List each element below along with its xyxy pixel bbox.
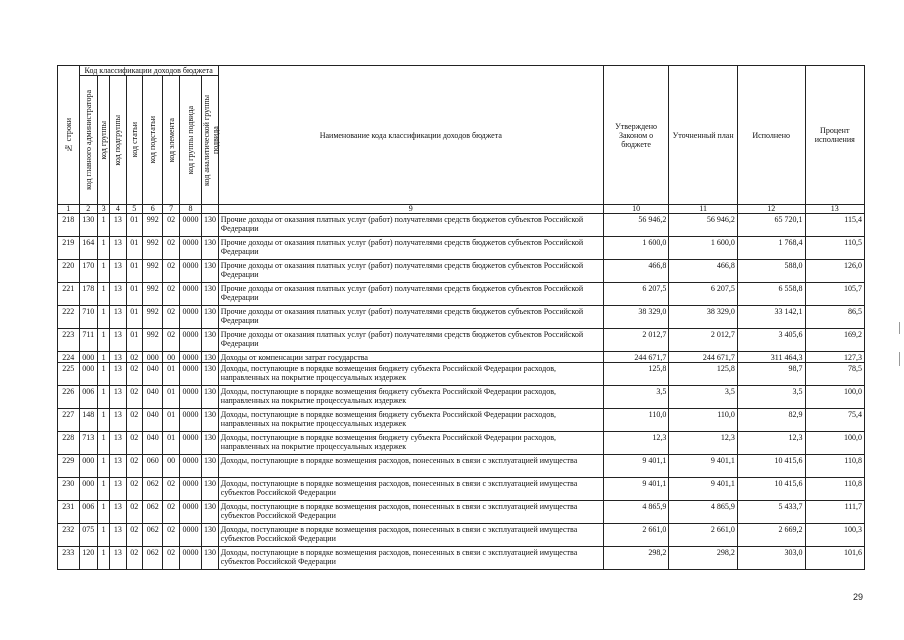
table-row xyxy=(58,214,865,237)
code-admin-cell: 130 xyxy=(79,214,97,237)
code-element-cell: 01 xyxy=(163,432,179,455)
code-element-cell: 02 xyxy=(163,524,179,547)
refined-cell: 298,2 xyxy=(669,547,738,570)
percent-cell: 101,6 xyxy=(805,547,865,570)
page-number: 29 xyxy=(853,592,864,602)
code-element-cell: 00 xyxy=(163,455,179,478)
executed-cell: 311 464,3 xyxy=(737,352,805,363)
row-number-cell: 232 xyxy=(58,524,80,547)
table-row xyxy=(58,455,865,478)
percent-cell: 100,3 xyxy=(805,524,865,547)
code-group-cell: 1 xyxy=(97,432,109,455)
approved-cell: 4 865,9 xyxy=(603,501,669,524)
approved-cell: 244 671,7 xyxy=(603,352,669,363)
code-subtype-group-cell: 0000 xyxy=(179,214,202,237)
code-group-cell: 1 xyxy=(97,478,109,501)
code-article-cell: 02 xyxy=(126,432,142,455)
code-analytic-group-cell: 130 xyxy=(202,329,218,352)
column-number: 12 xyxy=(737,205,805,214)
percent-cell: 105,7 xyxy=(805,283,865,306)
approved-cell: 12,3 xyxy=(603,432,669,455)
header-code-admin: код главного администратора xyxy=(79,76,97,205)
code-analytic-group-cell: 130 xyxy=(202,237,218,260)
code-analytic-group-cell: 130 xyxy=(202,386,218,409)
table-row xyxy=(58,260,865,283)
code-article-cell: 02 xyxy=(126,547,142,570)
executed-cell: 33 142,1 xyxy=(737,306,805,329)
table-row xyxy=(58,237,865,260)
code-analytic-group-cell: 130 xyxy=(202,306,218,329)
row-number-cell: 224 xyxy=(58,352,80,363)
code-admin-cell: 006 xyxy=(79,501,97,524)
header-classification-group: Код классификации доходов бюджета xyxy=(79,66,218,76)
code-subtype-group-cell: 0000 xyxy=(179,547,202,570)
column-number: 2 xyxy=(79,205,97,214)
percent-cell: 78,5 xyxy=(805,363,865,386)
code-article-cell: 02 xyxy=(126,352,142,363)
column-number: 3 xyxy=(97,205,109,214)
code-subarticle-cell: 000 xyxy=(142,352,162,363)
code-analytic-group-cell: 130 xyxy=(202,260,218,283)
code-subgroup-cell: 13 xyxy=(110,501,126,524)
code-admin-cell: 711 xyxy=(79,329,97,352)
header-code-analytic-group: код аналитической группы подвида xyxy=(202,76,218,205)
code-admin-cell: 164 xyxy=(79,237,97,260)
code-subarticle-cell: 062 xyxy=(142,501,162,524)
name-cell: Доходы, поступающие в порядке возмещения расходов, понесенных в связи с эксплуатацией имущества субъектов Российской Федерации xyxy=(218,478,603,501)
code-admin-cell: 000 xyxy=(79,363,97,386)
code-group-cell: 1 xyxy=(97,214,109,237)
code-subarticle-cell: 992 xyxy=(142,283,162,306)
code-article-cell: 02 xyxy=(126,386,142,409)
code-admin-cell: 006 xyxy=(79,386,97,409)
row-number-cell: 229 xyxy=(58,455,80,478)
refined-cell: 3,5 xyxy=(669,386,738,409)
row-number-cell: 219 xyxy=(58,237,80,260)
code-subarticle-cell: 040 xyxy=(142,432,162,455)
code-analytic-group-cell: 130 xyxy=(202,432,218,455)
code-group-cell: 1 xyxy=(97,237,109,260)
code-subarticle-cell: 992 xyxy=(142,306,162,329)
column-number: 13 xyxy=(805,205,865,214)
code-admin-cell: 000 xyxy=(79,455,97,478)
code-subtype-group-cell: 0000 xyxy=(179,237,202,260)
row-number-cell: 222 xyxy=(58,306,80,329)
code-subtype-group-cell: 0000 xyxy=(179,363,202,386)
refined-cell: 56 946,2 xyxy=(669,214,738,237)
code-subgroup-cell: 13 xyxy=(110,237,126,260)
column-number: 1 xyxy=(58,205,80,214)
code-analytic-group-cell: 130 xyxy=(202,363,218,386)
percent-cell: 127,3 xyxy=(805,352,865,363)
code-subgroup-cell: 13 xyxy=(110,214,126,237)
code-element-cell: 02 xyxy=(163,329,179,352)
code-element-cell: 02 xyxy=(163,214,179,237)
table-row xyxy=(58,352,865,363)
code-subarticle-cell: 992 xyxy=(142,237,162,260)
row-number-cell: 221 xyxy=(58,283,80,306)
header-code-group: код группы xyxy=(97,76,109,205)
code-subtype-group-cell: 0000 xyxy=(179,352,202,363)
code-analytic-group-cell: 130 xyxy=(202,501,218,524)
code-article-cell: 01 xyxy=(126,329,142,352)
code-element-cell: 02 xyxy=(163,478,179,501)
code-article-cell: 02 xyxy=(126,501,142,524)
name-cell: Доходы от компенсации затрат государства xyxy=(218,352,603,363)
code-admin-cell: 710 xyxy=(79,306,97,329)
refined-cell: 38 329,0 xyxy=(669,306,738,329)
column-number: 7 xyxy=(163,205,179,214)
executed-cell: 5 433,7 xyxy=(737,501,805,524)
code-admin-cell: 170 xyxy=(79,260,97,283)
code-element-cell: 02 xyxy=(163,260,179,283)
budget-revenue-table-sheet xyxy=(57,65,865,570)
row-number-cell: 223 xyxy=(58,329,80,352)
approved-cell: 2 012,7 xyxy=(603,329,669,352)
executed-cell: 3,5 xyxy=(737,386,805,409)
code-article-cell: 01 xyxy=(126,283,142,306)
table-body xyxy=(58,214,865,570)
code-group-cell: 1 xyxy=(97,386,109,409)
code-group-cell: 1 xyxy=(97,547,109,570)
header-code-article: код статьи xyxy=(126,76,142,205)
code-subtype-group-cell: 0000 xyxy=(179,409,202,432)
code-admin-cell: 148 xyxy=(79,409,97,432)
approved-cell: 9 401,1 xyxy=(603,455,669,478)
row-number-cell: 233 xyxy=(58,547,80,570)
header-code-subtype-group: код группы подвида xyxy=(179,76,202,205)
code-analytic-group-cell: 130 xyxy=(202,409,218,432)
header-row-number: № строки xyxy=(58,66,80,205)
code-subtype-group-cell: 0000 xyxy=(179,524,202,547)
percent-cell: 100,0 xyxy=(805,432,865,455)
code-subtype-group-cell: 0000 xyxy=(179,283,202,306)
column-number: 4 xyxy=(110,205,126,214)
name-cell: Доходы, поступающие в порядке возмещения расходов, понесенных в связи с эксплуатацией имущества xyxy=(218,455,603,478)
column-number: 5 xyxy=(126,205,142,214)
table-row xyxy=(58,363,865,386)
code-subgroup-cell: 13 xyxy=(110,352,126,363)
refined-cell: 2 012,7 xyxy=(669,329,738,352)
code-analytic-group-cell: 130 xyxy=(202,283,218,306)
code-element-cell: 02 xyxy=(163,501,179,524)
executed-cell: 10 415,6 xyxy=(737,478,805,501)
refined-cell: 12,3 xyxy=(669,432,738,455)
code-subtype-group-cell: 0000 xyxy=(179,478,202,501)
column-number: 9 xyxy=(218,205,603,214)
executed-cell: 1 768,4 xyxy=(737,237,805,260)
scan-edge-mark xyxy=(899,352,900,366)
column-number: 10 xyxy=(603,205,669,214)
name-cell: Прочие доходы от оказания платных услуг (работ) получателями средств бюджетов субъектов Российской Федерации xyxy=(218,306,603,329)
name-cell: Доходы, поступающие в порядке возмещения бюджету субъекта Российской Федерации расходов, направленных на покрытие процессуальных издержек xyxy=(218,386,603,409)
code-article-cell: 02 xyxy=(126,478,142,501)
code-analytic-group-cell: 130 xyxy=(202,524,218,547)
approved-cell: 298,2 xyxy=(603,547,669,570)
code-subarticle-cell: 062 xyxy=(142,478,162,501)
header-code-subarticle: код подстатьи xyxy=(142,76,162,205)
code-article-cell: 02 xyxy=(126,524,142,547)
approved-cell: 125,8 xyxy=(603,363,669,386)
column-number: 6 xyxy=(142,205,162,214)
name-cell: Прочие доходы от оказания платных услуг (работ) получателями средств бюджетов субъектов Российской Федерации xyxy=(218,283,603,306)
code-group-cell: 1 xyxy=(97,306,109,329)
table-row xyxy=(58,501,865,524)
column-number: 11 xyxy=(669,205,738,214)
executed-cell: 65 720,1 xyxy=(737,214,805,237)
code-analytic-group-cell: 130 xyxy=(202,352,218,363)
row-number-cell: 225 xyxy=(58,363,80,386)
code-subtype-group-cell: 0000 xyxy=(179,260,202,283)
executed-cell: 10 415,6 xyxy=(737,455,805,478)
code-subgroup-cell: 13 xyxy=(110,478,126,501)
code-analytic-group-cell: 130 xyxy=(202,547,218,570)
table-row xyxy=(58,478,865,501)
column-numbers-row xyxy=(58,205,865,214)
name-cell: Доходы, поступающие в порядке возмещения бюджету субъекта Российской Федерации расходов, направленных на покрытие процессуальных издержек xyxy=(218,409,603,432)
code-group-cell: 1 xyxy=(97,524,109,547)
header-executed: Исполнено xyxy=(737,66,805,205)
code-subgroup-cell: 13 xyxy=(110,455,126,478)
code-subarticle-cell: 062 xyxy=(142,524,162,547)
code-subtype-group-cell: 0000 xyxy=(179,329,202,352)
code-subgroup-cell: 13 xyxy=(110,409,126,432)
refined-cell: 4 865,9 xyxy=(669,501,738,524)
code-article-cell: 01 xyxy=(126,237,142,260)
executed-cell: 2 669,2 xyxy=(737,524,805,547)
name-cell: Доходы, поступающие в порядке возмещения бюджету субъекта Российской Федерации расходов, направленных на покрытие процессуальных издержек xyxy=(218,363,603,386)
refined-cell: 6 207,5 xyxy=(669,283,738,306)
code-group-cell: 1 xyxy=(97,352,109,363)
name-cell: Прочие доходы от оказания платных услуг (работ) получателями средств бюджетов субъектов Российской Федерации xyxy=(218,260,603,283)
executed-cell: 3 405,6 xyxy=(737,329,805,352)
table-row xyxy=(58,524,865,547)
code-subarticle-cell: 060 xyxy=(142,455,162,478)
code-group-cell: 1 xyxy=(97,260,109,283)
code-analytic-group-cell: 130 xyxy=(202,455,218,478)
header-percent: Процент исполнения xyxy=(805,66,865,205)
code-article-cell: 02 xyxy=(126,409,142,432)
column-number: 8 xyxy=(179,205,202,214)
approved-cell: 110,0 xyxy=(603,409,669,432)
percent-cell: 111,7 xyxy=(805,501,865,524)
code-group-cell: 1 xyxy=(97,501,109,524)
approved-cell: 466,8 xyxy=(603,260,669,283)
refined-cell: 466,8 xyxy=(669,260,738,283)
refined-cell: 125,8 xyxy=(669,363,738,386)
code-subtype-group-cell: 0000 xyxy=(179,386,202,409)
percent-cell: 110,8 xyxy=(805,478,865,501)
executed-cell: 12,3 xyxy=(737,432,805,455)
code-subarticle-cell: 040 xyxy=(142,386,162,409)
code-subgroup-cell: 13 xyxy=(110,547,126,570)
code-article-cell: 01 xyxy=(126,306,142,329)
name-cell: Доходы, поступающие в порядке возмещения расходов, понесенных в связи с эксплуатацией имущества субъектов Российской Федерации xyxy=(218,524,603,547)
header-name: Наименование кода классификации доходов бюджета xyxy=(218,66,603,205)
row-number-cell: 220 xyxy=(58,260,80,283)
refined-cell: 9 401,1 xyxy=(669,455,738,478)
header-approved: Утверждено Законом о бюджете xyxy=(603,66,669,205)
percent-cell: 110,8 xyxy=(805,455,865,478)
code-admin-cell: 075 xyxy=(79,524,97,547)
code-subgroup-cell: 13 xyxy=(110,306,126,329)
header-code-element: код элемента xyxy=(163,76,179,205)
table-row xyxy=(58,547,865,570)
table-row xyxy=(58,432,865,455)
name-cell: Доходы, поступающие в порядке возмещения расходов, понесенных в связи с эксплуатацией имущества субъектов Российской Федерации xyxy=(218,501,603,524)
code-subtype-group-cell: 0000 xyxy=(179,306,202,329)
code-subgroup-cell: 13 xyxy=(110,524,126,547)
refined-cell: 9 401,1 xyxy=(669,478,738,501)
code-subgroup-cell: 13 xyxy=(110,432,126,455)
percent-cell: 86,5 xyxy=(805,306,865,329)
table-row xyxy=(58,283,865,306)
executed-cell: 82,9 xyxy=(737,409,805,432)
table-header xyxy=(58,66,865,214)
table-row xyxy=(58,329,865,352)
code-element-cell: 01 xyxy=(163,363,179,386)
code-subgroup-cell: 13 xyxy=(110,260,126,283)
code-article-cell: 01 xyxy=(126,214,142,237)
refined-cell: 244 671,7 xyxy=(669,352,738,363)
refined-cell: 110,0 xyxy=(669,409,738,432)
row-number-cell: 228 xyxy=(58,432,80,455)
code-group-cell: 1 xyxy=(97,283,109,306)
code-element-cell: 02 xyxy=(163,306,179,329)
code-subarticle-cell: 062 xyxy=(142,547,162,570)
percent-cell: 75,4 xyxy=(805,409,865,432)
code-admin-cell: 178 xyxy=(79,283,97,306)
code-group-cell: 1 xyxy=(97,329,109,352)
code-subtype-group-cell: 0000 xyxy=(179,455,202,478)
code-subtype-group-cell: 0000 xyxy=(179,432,202,455)
approved-cell: 1 600,0 xyxy=(603,237,669,260)
code-group-cell: 1 xyxy=(97,409,109,432)
row-number-cell: 230 xyxy=(58,478,80,501)
row-number-cell: 231 xyxy=(58,501,80,524)
code-subgroup-cell: 13 xyxy=(110,283,126,306)
percent-cell: 100,0 xyxy=(805,386,865,409)
executed-cell: 98,7 xyxy=(737,363,805,386)
percent-cell: 115,4 xyxy=(805,214,865,237)
name-cell: Прочие доходы от оказания платных услуг (работ) получателями средств бюджетов субъектов Российской Федерации xyxy=(218,214,603,237)
code-element-cell: 02 xyxy=(163,547,179,570)
approved-cell: 3,5 xyxy=(603,386,669,409)
code-analytic-group-cell: 130 xyxy=(202,214,218,237)
header-code-subgroup: код подгруппы xyxy=(110,76,126,205)
approved-cell: 9 401,1 xyxy=(603,478,669,501)
row-number-cell: 226 xyxy=(58,386,80,409)
approved-cell: 38 329,0 xyxy=(603,306,669,329)
code-subarticle-cell: 040 xyxy=(142,409,162,432)
code-subgroup-cell: 13 xyxy=(110,363,126,386)
percent-cell: 110,5 xyxy=(805,237,865,260)
approved-cell: 56 946,2 xyxy=(603,214,669,237)
code-admin-cell: 120 xyxy=(79,547,97,570)
refined-cell: 2 661,0 xyxy=(669,524,738,547)
code-subgroup-cell: 13 xyxy=(110,386,126,409)
header-refined: Уточненный план xyxy=(669,66,738,205)
budget-revenue-table xyxy=(57,65,865,570)
code-subarticle-cell: 992 xyxy=(142,329,162,352)
code-element-cell: 02 xyxy=(163,237,179,260)
row-number-cell: 218 xyxy=(58,214,80,237)
approved-cell: 6 207,5 xyxy=(603,283,669,306)
approved-cell: 2 661,0 xyxy=(603,524,669,547)
code-group-cell: 1 xyxy=(97,363,109,386)
code-admin-cell: 000 xyxy=(79,478,97,501)
executed-cell: 303,0 xyxy=(737,547,805,570)
scan-edge-mark xyxy=(899,322,900,334)
code-subgroup-cell: 13 xyxy=(110,329,126,352)
code-admin-cell: 713 xyxy=(79,432,97,455)
percent-cell: 169,2 xyxy=(805,329,865,352)
code-element-cell: 01 xyxy=(163,409,179,432)
code-admin-cell: 000 xyxy=(79,352,97,363)
code-article-cell: 02 xyxy=(126,455,142,478)
row-number-cell: 227 xyxy=(58,409,80,432)
executed-cell: 6 558,8 xyxy=(737,283,805,306)
code-element-cell: 00 xyxy=(163,352,179,363)
code-article-cell: 01 xyxy=(126,260,142,283)
table-row xyxy=(58,386,865,409)
name-cell: Доходы, поступающие в порядке возмещения расходов, понесенных в связи с эксплуатацией имущества субъектов Российской Федерации xyxy=(218,547,603,570)
name-cell: Прочие доходы от оказания платных услуг (работ) получателями средств бюджетов субъектов Российской Федерации xyxy=(218,329,603,352)
code-subarticle-cell: 040 xyxy=(142,363,162,386)
code-article-cell: 02 xyxy=(126,363,142,386)
refined-cell: 1 600,0 xyxy=(669,237,738,260)
code-subarticle-cell: 992 xyxy=(142,214,162,237)
code-subarticle-cell: 992 xyxy=(142,260,162,283)
code-analytic-group-cell: 130 xyxy=(202,478,218,501)
percent-cell: 126,0 xyxy=(805,260,865,283)
code-subtype-group-cell: 0000 xyxy=(179,501,202,524)
code-element-cell: 01 xyxy=(163,386,179,409)
name-cell: Доходы, поступающие в порядке возмещения бюджету субъекта Российской Федерации расходов, направленных на покрытие процессуальных издержек xyxy=(218,432,603,455)
name-cell: Прочие доходы от оказания платных услуг (работ) получателями средств бюджетов субъектов Российской Федерации xyxy=(218,237,603,260)
code-group-cell: 1 xyxy=(97,455,109,478)
executed-cell: 588,0 xyxy=(737,260,805,283)
code-element-cell: 02 xyxy=(163,283,179,306)
table-row xyxy=(58,306,865,329)
table-row xyxy=(58,409,865,432)
